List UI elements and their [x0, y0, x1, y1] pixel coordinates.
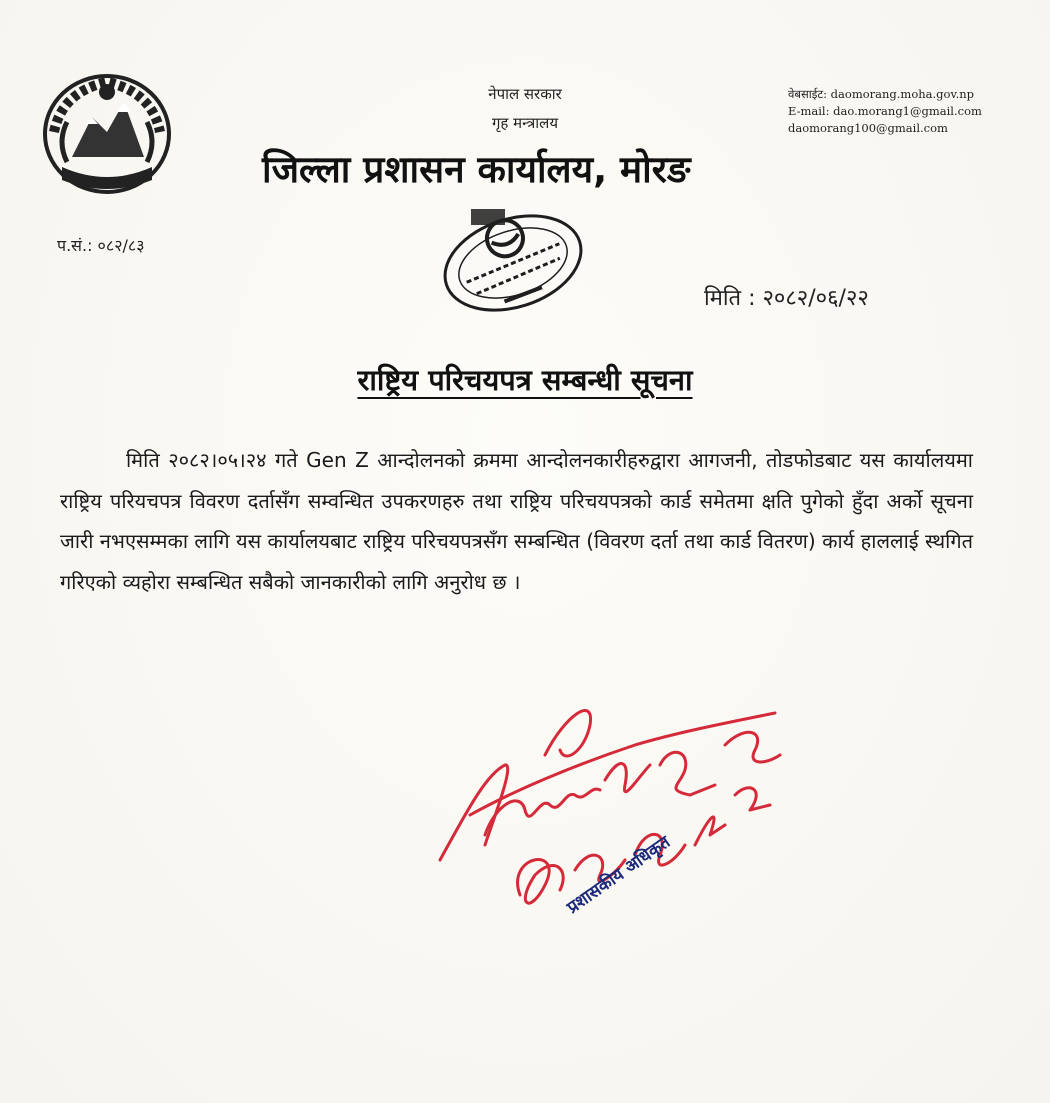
notice-subject — [0, 360, 1050, 399]
notice-body — [60, 440, 973, 602]
website-text: वेबसाईट: daomorang.moha.gov.np — [788, 87, 975, 101]
handwritten-signature — [425, 695, 805, 945]
notice-paragraph: मिति २०८२।०५।२४ गते Gen Z आन्दोलनको क्रममा आन्दोलनकारीहरुद्वारा आगजनी, तोडफोडबाट यस कार्यालयमा राष्ट्रिय परियचपत्र विवरण दर्तासँग सम्वन्धित उपकरणहरु तथा राष्ट्रिय परिचयपत्रको कार्ड समेतमा क्षति पुगेको हुँदा अर्को सूचना जारी नभएसम्मका लागि यस कार्यालयबाट राष्ट्रिय परिचयपत्रसँग सम्बन्धित (विवरण दर्ता तथा कार्ड वितरण) कार्य हाललाई स्थगित गरिएको व्यहोरा सम्बन्धित सबैको जानकारीको लागि अनुरोध छ । — [60, 448, 973, 594]
email-text: E-mail: dao.morang1@gmail.com — [788, 104, 982, 118]
office-stamp-icon — [433, 197, 593, 329]
contact-info — [788, 86, 1048, 137]
reference-number: प.सं.: ०८२/८३ — [57, 236, 145, 255]
ministry-name: गृह मन्त्रालय — [491, 114, 559, 132]
office-title: जिल्ला प्रशासन कार्यालय, मोरङ — [262, 148, 691, 191]
issue-date: मिति : २०८२/०६/२२ — [704, 286, 869, 311]
officer-designation: प्रशासकीय अधिकृत — [563, 832, 675, 918]
government-name: नेपाल सरकार — [488, 85, 562, 103]
email-text-2: daomorang100@gmail.com — [788, 121, 948, 135]
notice-subject-text: राष्ट्रिय परिचयपत्र सम्बन्धी सूचना — [357, 363, 693, 397]
